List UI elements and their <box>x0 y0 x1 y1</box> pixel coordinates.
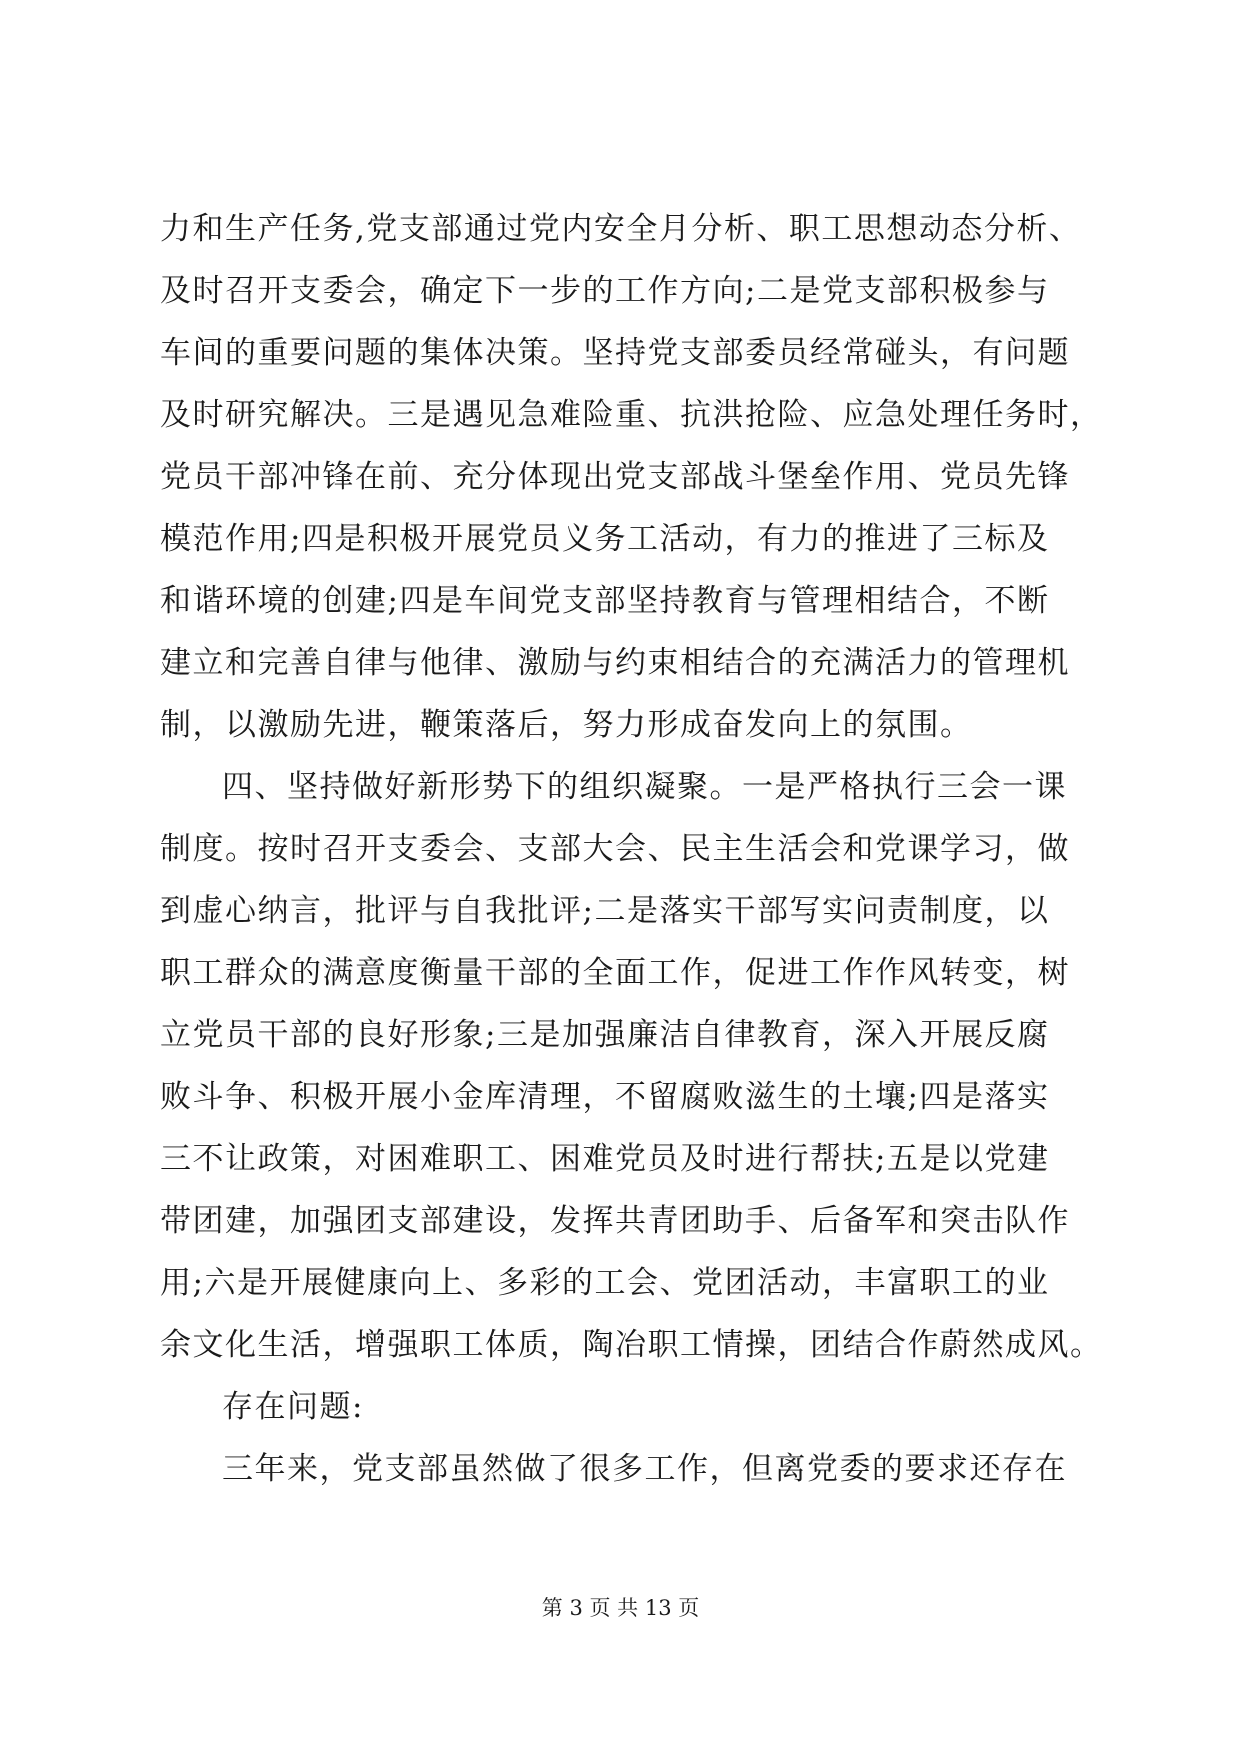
text-line: 及时召开支委会，确定下一步的工作方向;二是党支部积极参与 <box>160 273 1050 309</box>
page-footer: 第 3 页 共 13 页 <box>541 1596 700 1620</box>
text-line: 四、坚持做好新形势下的组织凝聚。一是严格执行三会一课 <box>222 769 1067 805</box>
text-line: 三不让政策，对困难职工、困难党员及时进行帮扶;五是以党建 <box>160 1141 1050 1177</box>
text-line: 力和生产任务,党支部通过党内安全月分析、职工思想动态分析、 <box>160 211 1082 247</box>
text-line: 用;六是开展健康向上、多彩的工会、党团活动，丰富职工的业 <box>160 1265 1050 1301</box>
text-line: 三年来，党支部虽然做了很多工作，但离党委的要求还存在 <box>222 1451 1067 1487</box>
text-line: 和谐环境的创建;四是车间党支部坚持教育与管理相结合，不断 <box>160 583 1050 619</box>
text-line: 败斗争、积极开展小金库清理，不留腐败滋生的土壤;四是落实 <box>160 1079 1050 1115</box>
text-line: 及时研究解决。三是遇见急难险重、抗洪抢险、应急处理任务时， <box>160 397 1103 433</box>
section-heading: 存在问题: <box>222 1389 364 1425</box>
text-line: 职工群众的满意度衡量干部的全面工作，促进工作作风转变，树 <box>160 955 1070 991</box>
text-line: 带团建，加强团支部建设，发挥共青团助手、后备军和突击队作 <box>160 1203 1070 1239</box>
text-line: 党员干部冲锋在前、充分体现出党支部战斗堡垒作用、党员先锋 <box>160 459 1070 495</box>
text-line: 到虚心纳言，批评与自我批评;二是落实干部写实问责制度，以 <box>160 893 1050 929</box>
text-line: 建立和完善自律与他律、激励与约束相结合的充满活力的管理机 <box>160 645 1070 681</box>
text-line: 制度。按时召开支委会、支部大会、民主生活会和党课学习，做 <box>160 831 1070 867</box>
text-line: 车间的重要问题的集体决策。坚持党支部委员经常碰头，有问题 <box>160 335 1070 371</box>
text-line: 模范作用;四是积极开展党员义务工活动，有力的推进了三标及 <box>160 521 1050 557</box>
text-line: 制，以激励先进，鞭策落后，努力形成奋发向上的氛围。 <box>160 707 973 743</box>
text-line: 立党员干部的良好形象;三是加强廉洁自律教育，深入开展反腐 <box>160 1017 1050 1053</box>
text-line: 余文化生活，增强职工体质，陶冶职工情操，团结合作蔚然成风。 <box>160 1327 1103 1363</box>
